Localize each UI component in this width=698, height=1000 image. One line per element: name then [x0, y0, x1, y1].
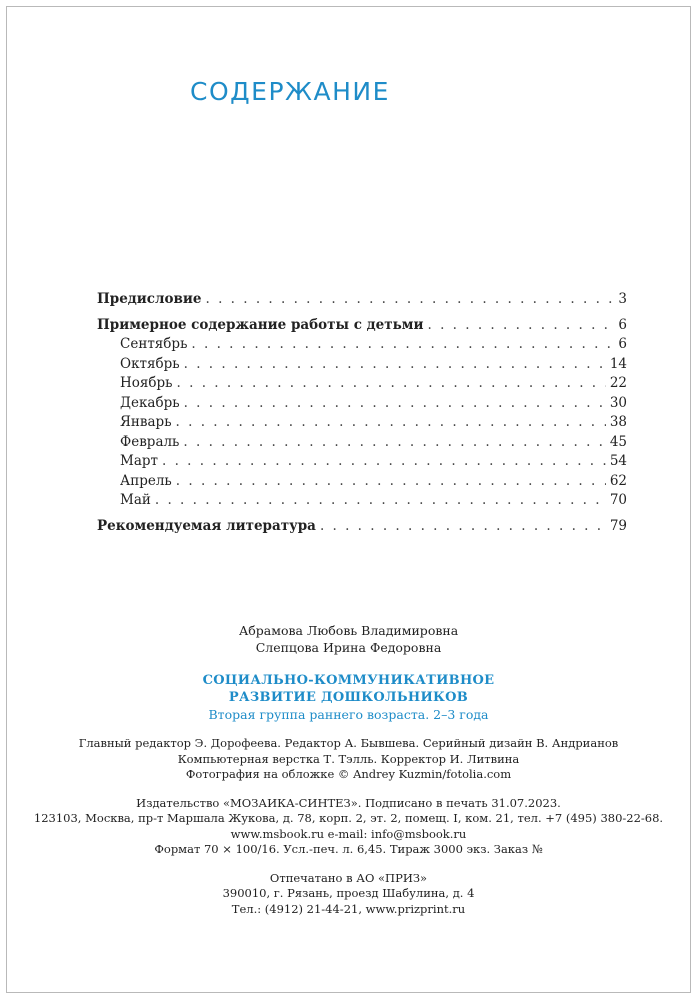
toc-page-number: 22 [609, 375, 627, 391]
toc-leader [428, 317, 615, 333]
printer-line: 390010, г. Рязань, проезд Шабулина, д. 4 [222, 886, 475, 900]
toc-label: Январь [120, 414, 172, 430]
authors [7, 622, 690, 656]
toc-leader [206, 291, 615, 307]
toc-label: Сентябрь [120, 336, 188, 352]
toc-leader [176, 473, 606, 489]
toc-page-number: 3 [618, 291, 627, 307]
toc-item-april[interactable] [97, 473, 627, 493]
toc-page-number: 6 [618, 336, 627, 352]
toc-leader [320, 518, 606, 534]
publisher-line: Издательство «МОЗАИКА-СИНТЕЗ». Подписано в печать 31.07.2023. [136, 795, 561, 810]
toc-item-november[interactable] [97, 375, 627, 395]
toc-page-number: 6 [618, 316, 627, 333]
toc-leader [162, 453, 606, 469]
toc-label: Ноябрь [120, 375, 173, 391]
credits [7, 736, 690, 783]
toc-label: Предисловие [97, 291, 202, 307]
book-title [7, 672, 690, 706]
toc-label: Февраль [120, 433, 180, 450]
toc-leader [183, 434, 605, 450]
credits-line: Компьютерная верстка Т. Тэлль. Корректор И. Литвина [177, 751, 520, 766]
printer-info [7, 871, 690, 918]
toc-page-number: 62 [609, 472, 627, 489]
book-title-line: РАЗВИТИЕ ДОШКОЛЬНИКОВ [228, 690, 469, 705]
printer-line: Отпечатано в АО «ПРИЗ» [269, 870, 428, 885]
toc-item-december[interactable] [97, 395, 627, 415]
toc-page-number: 30 [609, 394, 627, 411]
imprint [7, 622, 690, 917]
toc-item-may[interactable] [97, 492, 627, 512]
publisher-info [7, 796, 690, 858]
toc-leader [177, 375, 606, 391]
toc-item-september[interactable] [97, 336, 627, 356]
toc-item-january[interactable] [97, 414, 627, 434]
toc-leader [155, 492, 606, 508]
toc-label: Май [120, 492, 151, 508]
toc-label: Октябрь [120, 355, 180, 372]
table-of-contents [97, 291, 627, 537]
toc-label: Примерное содержание работы с детьми [97, 316, 424, 333]
book-subtitle: Вторая группа раннего возраста. 2–3 года [208, 707, 489, 722]
toc-label: Рекомендуемая литература [97, 517, 316, 534]
toc-item-february[interactable] [97, 434, 627, 454]
toc-page-number: 45 [609, 433, 627, 450]
page [6, 6, 691, 993]
toc-leader [184, 395, 606, 411]
publisher-line: Формат 70 × 100/16. Усл.-печ. л. 6,45. Тираж 3000 экз. Заказ № [154, 842, 543, 856]
toc-leader [176, 414, 606, 430]
toc-page-number: 14 [609, 355, 627, 372]
page-title: СОДЕРЖАНИЕ [190, 77, 390, 106]
toc-item-preface[interactable] [97, 291, 627, 311]
publisher-line: 123103, Москва, пр-т Маршала Жукова, д. 78, корп. 2, эт. 2, помещ. I, ком. 21, тел. +7 (495) 380-22-68. [33, 811, 664, 825]
book-title-line: СОЦИАЛЬНО-КОММУНИКАТИВНОЕ [202, 673, 495, 688]
toc-page-number: 38 [609, 414, 627, 430]
toc-label: Декабрь [120, 394, 180, 411]
toc-leader [191, 336, 614, 352]
printer-line: Тел.: (4912) 21-44-21, www.prizprint.ru [231, 901, 466, 916]
toc-page-number: 54 [609, 453, 627, 469]
author-name: Абрамова Любовь Владимировна [238, 623, 459, 638]
toc-page-number: 70 [609, 492, 627, 508]
publisher-line: www.msbook.ru e-mail: info@msbook.ru [230, 826, 467, 841]
credits-line: Фотография на обложке © Andrey Kuzmin/fotolia.com [185, 767, 512, 781]
toc-item-work-content[interactable] [97, 317, 627, 337]
toc-leader [184, 356, 606, 372]
author-name: Слепцова Ирина Федоровна [255, 640, 442, 655]
toc-label: Апрель [120, 472, 172, 489]
toc-label: Март [120, 453, 158, 469]
credits-line: Главный редактор Э. Дорофеева. Редактор А. Бывшева. Серийный дизайн В. Андрианов [78, 736, 619, 750]
toc-item-literature[interactable] [97, 518, 627, 538]
toc-item-october[interactable] [97, 356, 627, 376]
toc-item-march[interactable] [97, 453, 627, 473]
toc-page-number: 79 [609, 517, 627, 534]
